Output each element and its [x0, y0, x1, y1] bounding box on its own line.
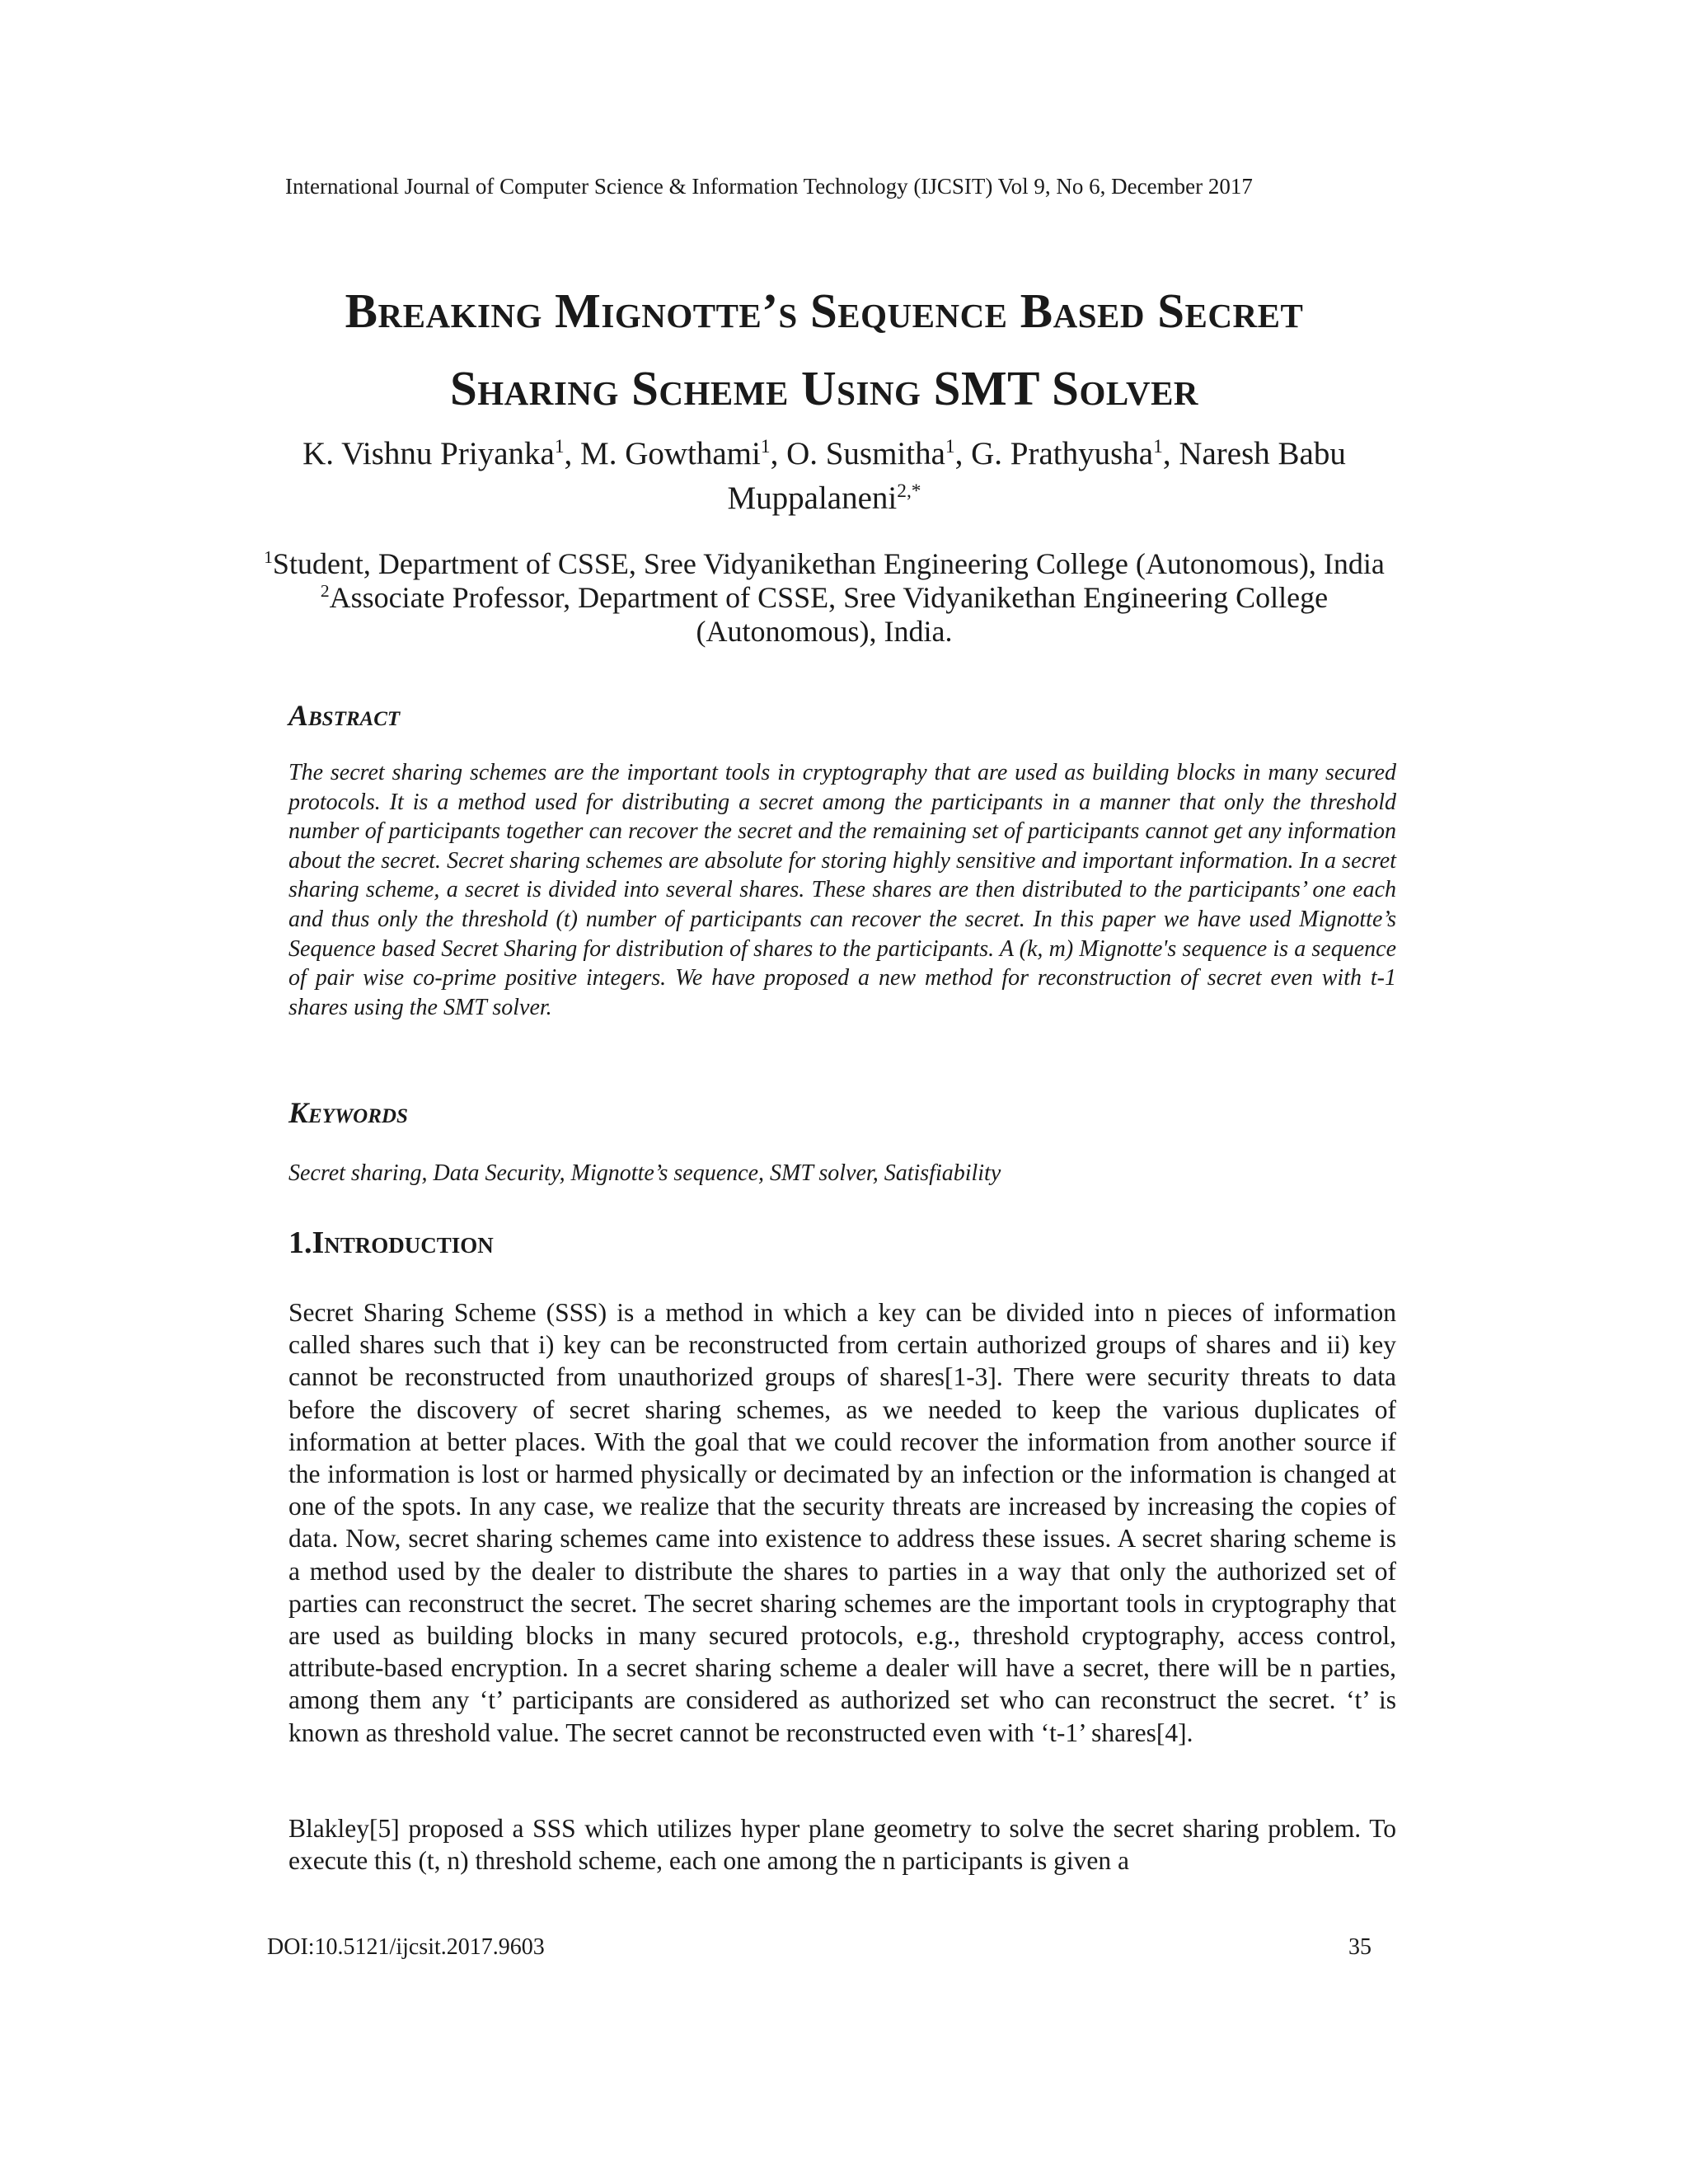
author-affiliation-mark: 2,*	[897, 480, 921, 502]
affiliation-text: Associate Professor, Department of CSSE, Sree Vidyanikethan Engineering College (Autonomous), India.	[329, 581, 1329, 648]
affiliation-2	[247, 581, 1401, 649]
paper-title	[247, 272, 1401, 427]
author-affiliation-mark: 1	[554, 436, 565, 457]
introduction-paragraph-1: Secret Sharing Scheme (SSS) is a method in which a key can be divided into n pieces of information called shares such that i) key can be reconstructed from certain authorized groups of shares and ii) key cannot be reconstructed from unauthorized groups of shares[1-3]. There were security threats to data before the discovery of secret sharing schemes, as we needed to keep the various duplicates of information at better places. With the goal that we could recover the information from another source if the information is lost or harmed physically or decimated by an infection or the information is changed at one of the spots. In any case, we realize that the security threats are increased by increasing the copies of data. Now, secret sharing schemes came into existence to address these issues. A secret sharing scheme is a method used by the dealer to distribute the shares to parties in a way that only the authorized set of parties can reconstruct the secret. The secret sharing schemes are the important tools in cryptography that are used as building blocks in many secured protocols, e.g., threshold cryptography, access control, attribute-based encryption. In a secret sharing scheme a dealer will have a secret, there will be n parties, among them any ‘t’ participants are considered as authorized set who can reconstruct the secret. ‘t’ is known as threshold value. The secret cannot be reconstructed even with ‘t-1’ shares[4].	[288, 1298, 1396, 1747]
footer-doi: DOI:10.5121/ijcsit.2017.9603	[267, 1934, 545, 1960]
introduction-paragraph-2: Blakley[5] proposed a SSS which utilizes hyper plane geometry to solve the secret sharing problem. To execute this (t, n) threshold scheme, each one among the n participants is given a	[288, 1814, 1396, 1876]
affiliation-text: Student, Department of CSSE, Sree Vidyanikethan Engineering College (Autonomous), India	[272, 547, 1385, 580]
running-header: International Journal of Computer Science & Information Technology (IJCSIT) Vol 9, No 6, December 2017	[285, 174, 1253, 199]
abstract-body: The secret sharing schemes are the important tools in cryptography that are used as building blocks in many secured protocols. It is a method used for distributing a secret among the participants in a manner that only the threshold number of participants together can recover the secret and the remaining set of participants cannot get any information about the secret. Secret sharing schemes are absolute for storing highly sensitive and important information. In a secret sharing scheme, a secret is divided into several shares. These shares are then distributed to the participants’ one each and thus only the threshold (t) number of participants can recover the secret. In this paper we have used Mignotte’s Sequence based Secret Sharing for distribution of shares to the participants. A (k, m) Mignotte's sequence is a sequence of pair wise co-prime positive integers. We have proposed a new method for reconstruction of secret even with t-1 shares using the SMT solver.	[288, 760, 1396, 1020]
affiliation-list	[247, 547, 1401, 649]
affiliation-mark: 1	[264, 547, 273, 567]
affiliation-1	[247, 547, 1401, 581]
introduction-heading: 1.Introduction	[288, 1226, 494, 1260]
abstract-heading: Abstract	[288, 699, 401, 732]
author-separator: ,	[1162, 436, 1179, 471]
author-separator: ,	[770, 436, 787, 471]
author-name: G. Prathyusha	[971, 436, 1154, 471]
paper-title-line-2: Sharing Scheme Using SMT Solver	[449, 361, 1199, 415]
author-2	[580, 436, 786, 471]
author-list	[247, 432, 1401, 521]
author-4	[971, 436, 1179, 471]
author-affiliation-mark: 1	[1153, 436, 1163, 457]
author-affiliation-mark: 1	[760, 436, 771, 457]
keywords-heading: Keywords	[288, 1096, 408, 1129]
page-number: 35	[1348, 1934, 1372, 1960]
author-name: O. Susmitha	[786, 436, 945, 471]
author-name: Naresh Babu Muppalaneni	[727, 436, 1346, 516]
author-separator: ,	[564, 436, 581, 471]
author-name: M. Gowthami	[580, 436, 761, 471]
keywords-list: Secret sharing, Data Security, Mignotte’s sequence, SMT solver, Satisfiability	[288, 1160, 1001, 1186]
author-3	[786, 436, 971, 471]
author-affiliation-mark: 1	[945, 436, 955, 457]
author-name: K. Vishnu Priyanka	[302, 436, 555, 471]
affiliation-mark: 2	[320, 581, 330, 601]
paper-title-line-1: Breaking Mignotte’s Sequence Based Secret	[345, 284, 1304, 338]
author-1	[302, 436, 580, 471]
author-separator: ,	[954, 436, 972, 471]
